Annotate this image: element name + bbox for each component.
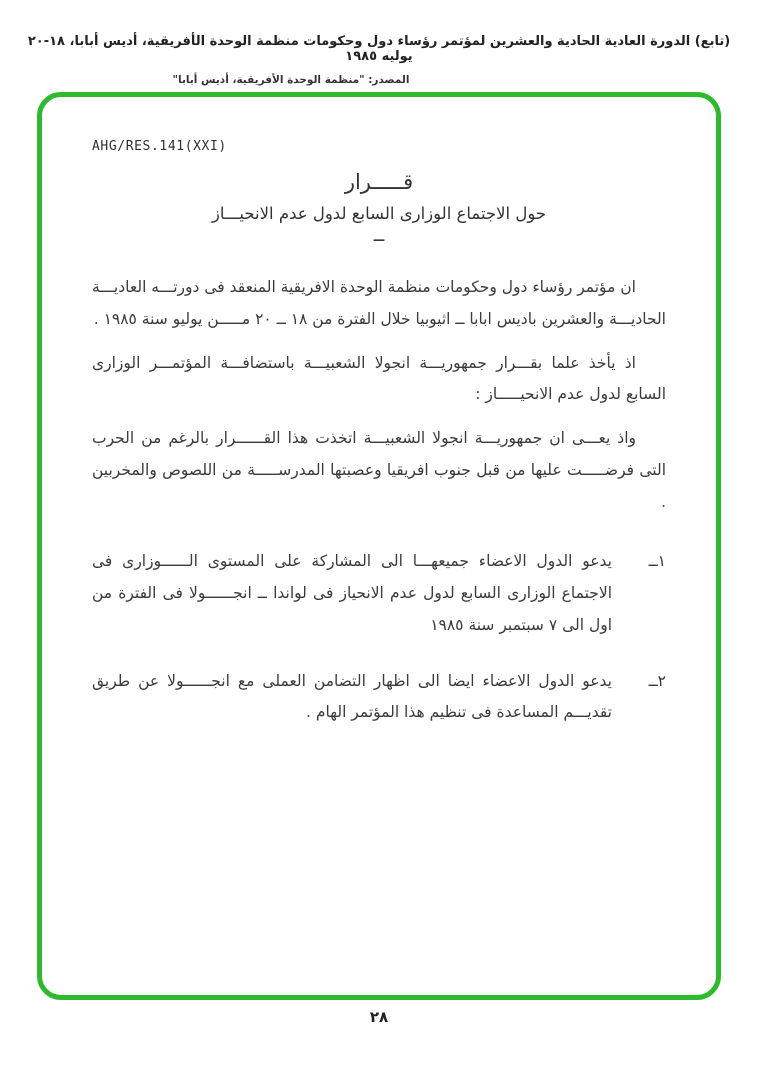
numbered-item [92, 546, 666, 641]
preamble-paragraph: اذ يأخذ علما بقـــرار جمهوريـــة انجولا الشعبيـــة باستضافـــة المؤتمـــر الوزارى السابع لدول عدم الانحيـــــاز : [92, 353, 666, 404]
page-header-line: (تابع) الدورة العادية الحادية والعشرين لمؤتمر رؤساء دول وحكومات منظمة الوحدة الأفريقية، أديس أبابا، ١٨-٢٠ يوليه ١٩٨٥ [27, 34, 731, 64]
document-reference: AHG/RES.141(XXI) [92, 139, 227, 154]
preamble-paragraph: واذ يعـــى ان جمهوريـــة انجولا الشعبيـــة اتخذت هذا القــــــرار بالرغم من الحرب التى فرضـــــت عليها من قبل جنوب افريقيا وعصبتها المدرســـــة من اللصوص والمخربين . [92, 429, 666, 511]
resolution-items [92, 546, 666, 729]
document-subtitle: حول الاجتماع الوزارى السابع لدول عدم الانحيـــاز [211, 204, 547, 223]
item-number: ٢ــ [648, 671, 666, 690]
page-number: ٢٨ [369, 1008, 389, 1026]
item-text: يدعو الدول الاعضاء جميعهـــا الى المشاركة على المستوى الــــــوزارى فى الاجتماع الوزارى السابع لدول عدم الانحياز فى لواندا ــ انجــــــولا فى الفترة من اول الى ٧ سبتمبر سنة ١٩٨٥ [92, 552, 612, 634]
item-number: ١ــ [648, 552, 666, 571]
numbered-item [92, 666, 666, 730]
item-text: يدعو الدول الاعضاء ايضا الى اظهار التضامن العملى مع انجــــــولا عن طريق تقديـــم المساعدة فى تنظيم هذا المؤتمر الهام . [92, 671, 612, 722]
document-frame [37, 92, 721, 1000]
preamble-paragraph: ان مؤتمر رؤساء دول وحكومات منظمة الوحدة الافريقية المنعقد فى دورتـــه العاديـــة الحاديـــة والعشرين باديس ابابا ــ اثيوبيا خلال الفترة من ١٨ ــ ٢٠ مـــــن يوليو سنة ١٩٨٥ . [92, 278, 666, 328]
source-line: المصدر: "منظمة الوحدة الأفريقية، أديس أبابا" [172, 74, 410, 86]
document-title: قـــــرار [344, 170, 414, 194]
title-divider: ــ [373, 225, 385, 246]
